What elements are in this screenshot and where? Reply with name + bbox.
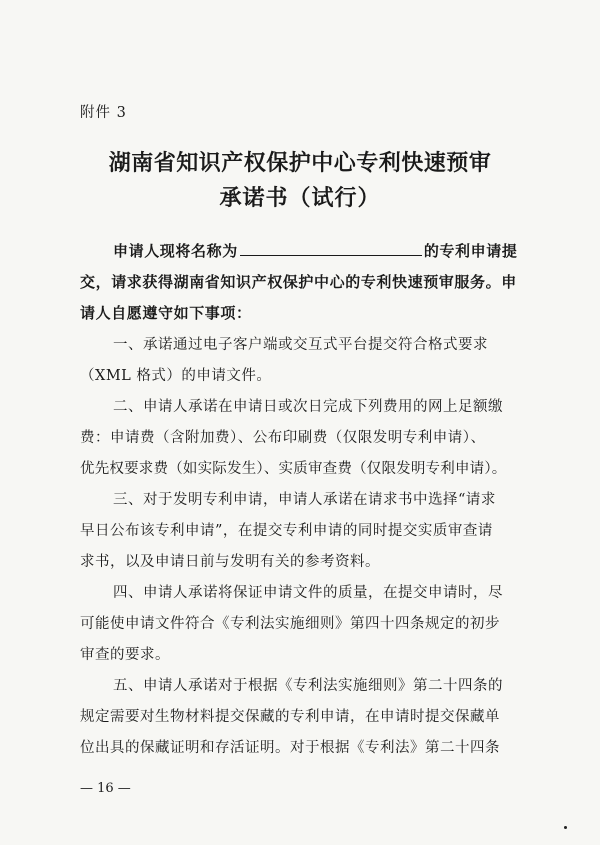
intro-line-1: [80, 240, 580, 261]
item-3-line-1: 三、对于发明专利申请，申请人承诺在请求书中选择“请求: [113, 492, 496, 508]
document-title-line-2: 承诺书（试行）: [219, 185, 381, 211]
item-5-line-3: 位出具的保藏证明和存活证明。对于根据《专利法》第二十四条: [80, 740, 500, 756]
item-2-line-1: 二、申请人承诺在申请日或次日完成下列费用的网上足额缴: [113, 399, 503, 415]
scan-speck: [564, 826, 567, 829]
item-1-line-2: （XML 格式）的申请文件。: [80, 368, 272, 384]
attachment-label: 附件 3: [80, 105, 127, 121]
intro-line-3: 请人自愿遵守如下事项：: [80, 304, 252, 322]
item-1-line-1: 一、承诺通过电子客户端或交互式平台提交符合格式要求: [113, 337, 488, 353]
intro-line-1-before: 申请人现将名称为: [113, 242, 238, 260]
item-5-line-2: 规定需要对生物材料提交保藏的专利申请，在申请时提交保藏单: [80, 709, 500, 725]
item-4-line-2: 可能使申请文件符合《专利法实施细则》第四十四条规定的初步: [80, 616, 500, 632]
item-2-line-3: 优先权要求费（如实际发生）、实质审查费（仅限发明专利申请）。: [80, 461, 507, 477]
item-3-line-2: 早日公布该专利申请”，在提交专利申请的同时提交实质审查请: [80, 523, 493, 539]
intro-line-1-after: 的专利申请提: [423, 242, 518, 260]
intro-line-2: 交，请求获得湖南省知识产权保护中心的专利快速预审服务。申: [80, 273, 517, 291]
item-2-line-2: 费：申请费（含附加费）、公布印刷费（仅限发明专利申请）、: [80, 430, 486, 446]
item-4-line-1: 四、申请人承诺将保证申请文件的质量，在提交申请时，尽: [113, 585, 503, 601]
page-number: — 16 —: [80, 781, 131, 796]
item-4-line-3: 审查的要求。: [80, 647, 170, 663]
item-5-line-1: 五、申请人承诺对于根据《专利法实施细则》第二十四条的: [113, 678, 503, 694]
item-3-line-3: 求书，以及申请日前与发明有关的参考资料。: [80, 554, 380, 570]
name-blank-field: [240, 241, 422, 256]
document-title-line-1: 湖南省知识产权保护中心专利快速预审: [108, 150, 492, 176]
